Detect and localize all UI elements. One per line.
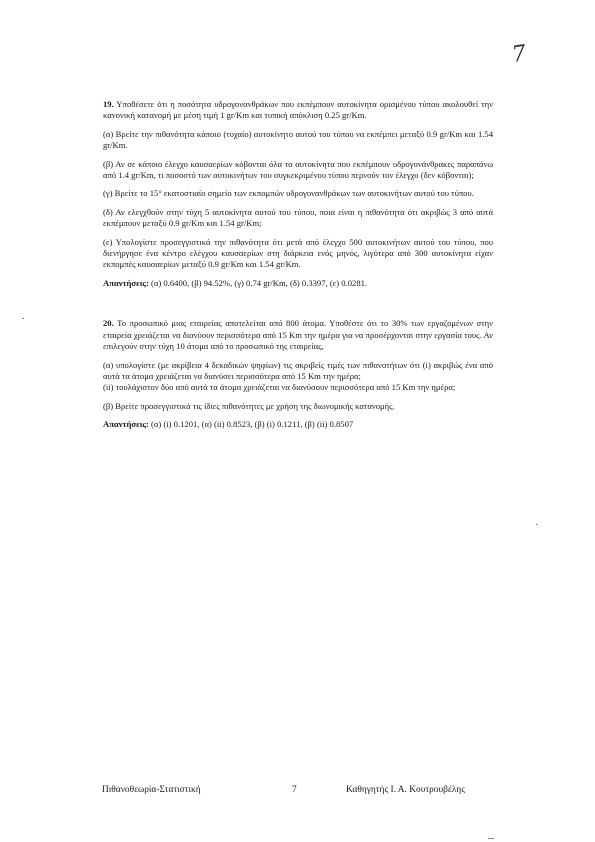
section-spacer xyxy=(103,296,493,318)
problem-19-part-d: (δ) Αν ελεγχθούν στην τύχη 5 αυτοκίνητα αυτού του τύπου, ποια είναι η πιθανότητα ότι ακριβώς 3 από αυτά εκπέμπουν μεταξύ 0.9 gr/Km και 1.54 gr/Km; xyxy=(103,206,493,229)
problem-19-intro-text: Υποθέσετε ότι η ποσότητα υδρογονανθράκων που εκπέμπουν αυτοκίνητα ορισμένου τύπου ακολουθεί την κανονική κατανομή με μέση τιμή 1 gr/Km και τυπική απόκλιση 0.25 gr/Km. xyxy=(103,99,493,121)
problem-19-part-e: (ε) Υπολογίστε προσεγγιστικά την πιθανότητα ότι μετά από έλεγχο 500 αυτοκινήτων αυτού του τύπου, που διενήργησε ένα κέντρο ελέγχου καυσαερίων στη διάρκεια ενός μηνός, λιγότερα από 300 αυτοκίνητα είχαν εκπομπές καυσαερίων μεταξύ 0.9 gr/Km και 1.54 gr/Km. xyxy=(103,236,493,270)
scan-speck xyxy=(536,524,538,525)
problem-20-part-a-ii: (ii) τουλάχιστον δύο από αυτά τα άτομα χρειάζεται να διανύσουν περισσότερα από 15 Km την ημέρα; xyxy=(103,382,456,393)
document-body xyxy=(103,99,493,438)
problem-20-number: 20. xyxy=(103,318,114,329)
problem-20-part-a: (α) υπολογίστε (με ακρίβεια 4 δεκαδικών ψηφίων) τις ακριβείς τιμές των πιθανοτήτων ότι (i) ακριβώς ένα από αυτά τα άτομα χρειάζεται να διανύσει περισσότερα από 15 Km την ημέρα; xyxy=(103,359,493,381)
problem-20-intro xyxy=(103,318,493,352)
handwritten-page-number: 7 xyxy=(510,41,528,68)
problem-19-intro xyxy=(103,99,493,122)
problem-19-answers xyxy=(103,278,493,289)
footer-author: Καθηγητής Ι. Α. Κουτρουβέλης xyxy=(346,785,465,795)
problem-20-intro-text: Το προσωπικό μιας εταιρείας αποτελείται από 800 άτομα. Υποθέστε ότι το 30% των εργαζομένων στην εταιρεία χρειάζεται να διανύουν περισσότερα από 15 Km την ημέρα για να προσέρχονται στην εργασία τους. Αν επιλεγούν στην τύχη 10 άτομα από το προσωπικό της εταιρείας, xyxy=(103,318,493,352)
problem-19-part-a: (α) Βρείτε την πιθανότητα κάποιο (τυχαίο) αυτοκίνητο αυτού του τύπου να εκπέμπει μεταξύ 0.9 gr/Km και 1.54 gr/Km. xyxy=(103,128,493,151)
problem-20-answers-label: Απαντήσεις: xyxy=(103,419,149,430)
problem-19-answers-label: Απαντήσεις: xyxy=(103,277,149,288)
problem-20-answers-text: (α) (i) 0.1201, (α) (ii) 0.8523, (β) (i) 0.1211, (β) (ii) 0.8507 xyxy=(148,419,354,430)
problem-19-answers-text: (α) 0.6400, (β) 94.52%, (γ) 0.74 gr/Km, (δ) 0.3397, (ε) 0.0281. xyxy=(148,277,368,288)
problem-19-part-b: (β) Αν σε κάποιο έλεγχο καυσαερίων κόβονται όλα τα αυτοκίνητα που εκπέμπουν υδρογονάνθρακες παραπάνω από 1.4 gr/Km, τι ποσοστό των αυτοκινήτων του συγκεκριμένου τύπου περνούν τον έλεγχο (δεν κόβονται); xyxy=(103,158,493,181)
scan-speck xyxy=(488,838,494,839)
problem-19-number: 19. xyxy=(103,99,114,109)
problem-19-part-c: (γ) Βρείτε το 15° εκατοστιαίο σημείο των εκπομπών υδρογονανθράκων των αυτοκινήτων αυτού του τύπου. xyxy=(103,188,474,199)
problem-20-answers xyxy=(103,419,493,430)
scan-speck xyxy=(22,318,24,319)
footer-course-title: Πιθανοθεωρία-Στατιστική xyxy=(102,785,201,795)
footer-page-number: 7 xyxy=(292,785,297,795)
problem-20-part-b: (β) Βρείτε προσεγγιστικά τις ίδιες πιθανότητες με χρήση της διωνυμικής κατανομής. xyxy=(103,400,395,411)
